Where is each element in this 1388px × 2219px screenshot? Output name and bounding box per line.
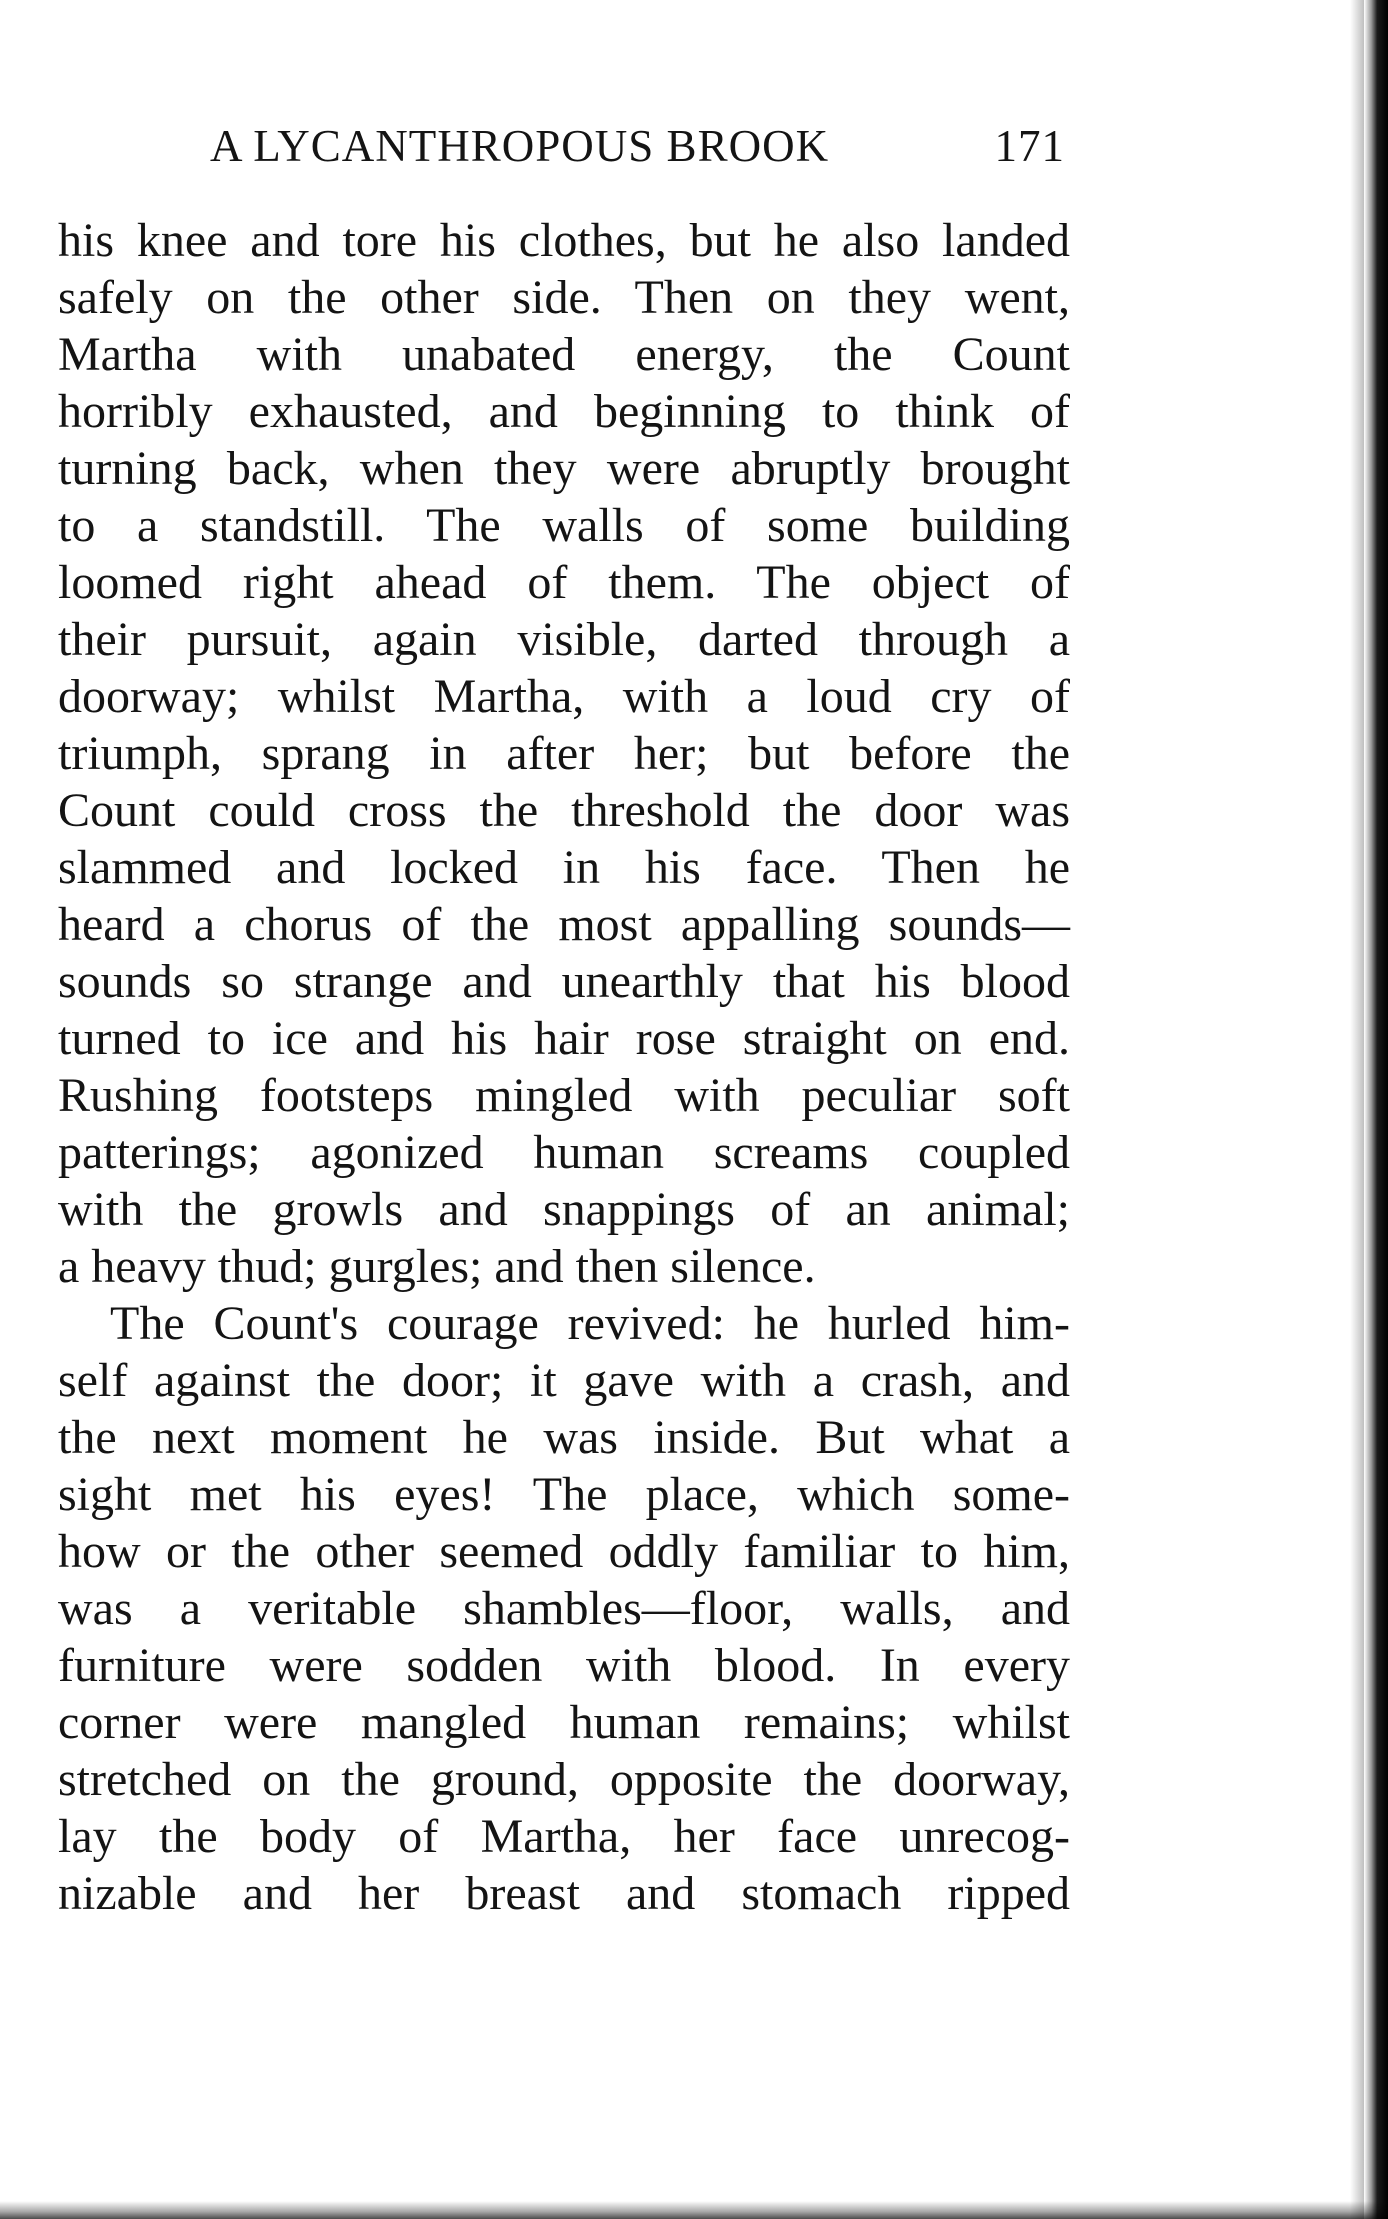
text-line: lay the body of Martha, her face unrecog- (58, 1810, 1070, 1863)
text-line: was a veritable shambles—floor, walls, and (58, 1582, 1070, 1635)
text-line: furniture were sodden with blood. In every (58, 1639, 1070, 1692)
text-line: stretched on the ground, opposite the doorway, (58, 1753, 1070, 1806)
text-line: a heavy thud; gurgles; and then silence. (58, 1240, 816, 1293)
binding-edge (1364, 0, 1388, 2219)
text-line: sight met his eyes! The place, which some- (58, 1468, 1070, 1521)
binding-shadow (1350, 0, 1364, 2219)
bottom-edge (0, 2201, 1388, 2219)
text-line: turned to ice and his hair rose straight on end. (58, 1012, 1070, 1065)
text-line: with the growls and snappings of an animal; (58, 1183, 1070, 1236)
text-line: The Count's courage revived: he hurled him- (110, 1297, 1070, 1350)
text-line: self against the door; it gave with a crash, and (58, 1354, 1070, 1407)
text-line: patterings; agonized human screams coupled (58, 1126, 1070, 1179)
text-line: corner were mangled human remains; whilst (58, 1696, 1070, 1749)
text-line: sounds so strange and unearthly that his blood (58, 955, 1070, 1008)
text-line: safely on the other side. Then on they went, (58, 271, 1070, 324)
text-line: Rushing footsteps mingled with peculiar soft (58, 1069, 1070, 1122)
text-line: heard a chorus of the most appalling sounds— (58, 898, 1070, 951)
running-title: A LYCANTHROPOUS BROOK (210, 121, 830, 171)
text-line: Count could cross the threshold the door was (58, 784, 1070, 837)
text-line: nizable and her breast and stomach ripped (58, 1867, 1070, 1920)
text-line: loomed right ahead of them. The object of (58, 556, 1070, 609)
body-text (58, 212, 1070, 1922)
text-line: the next moment he was inside. But what a (58, 1411, 1070, 1464)
text-line: how or the other seemed oddly familiar to him, (58, 1525, 1070, 1578)
text-line: triumph, sprang in after her; but before the (58, 727, 1070, 780)
text-line: to a standstill. The walls of some building (58, 499, 1070, 552)
text-line: his knee and tore his clothes, but he also landed (58, 214, 1070, 267)
text-line: horribly exhausted, and beginning to think of (58, 385, 1070, 438)
text-line: Martha with unabated energy, the Count (58, 328, 1070, 381)
text-line: turning back, when they were abruptly brought (58, 442, 1070, 495)
text-line: slammed and locked in his face. Then he (58, 841, 1070, 894)
running-head (210, 120, 1065, 180)
text-line: doorway; whilst Martha, with a loud cry of (58, 670, 1070, 723)
text-line: their pursuit, again visible, darted through a (58, 613, 1070, 666)
page-number: 171 (994, 121, 1065, 171)
